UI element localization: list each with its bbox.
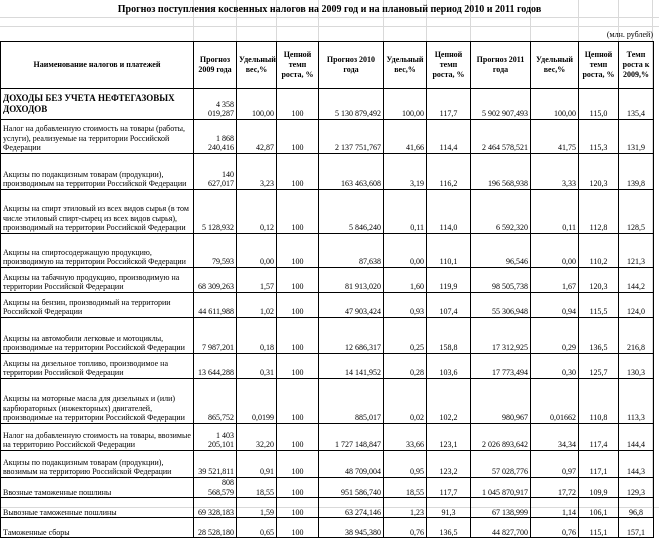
header-weight-2009: Удельный вес,%: [237, 42, 277, 89]
cell-growth-2009: 100: [277, 293, 319, 318]
cell-growth-2011: 110,2: [579, 234, 619, 268]
cell-growth-2009: 100: [277, 154, 319, 190]
cell-forecast-2010: 38 945,380: [319, 518, 384, 538]
cell-forecast-2010: 885,017: [319, 379, 384, 424]
units-label: (млн. рублей): [606, 30, 653, 39]
cell-growth-2011: 125,7: [579, 354, 619, 379]
document-title: Прогноз поступления косвенных налогов на 2009 год и на плановый период 2010 и 2011 годов: [117, 4, 542, 15]
cell-forecast-2009: 1 868 240,416: [194, 120, 237, 154]
cell-growth-2010: 103,6: [427, 354, 471, 379]
table-row: [1, 190, 654, 234]
cell-weight-2010: 0,76: [384, 518, 427, 538]
cell-weight-2010: 0,25: [384, 318, 427, 354]
cell-forecast-2009: 13 644,288: [194, 354, 237, 379]
cell-weight-2011: 41,75: [531, 120, 579, 154]
cell-name: Акцизы на бензин, производимый на территории Российской Федерации: [1, 293, 194, 318]
header-growth-2010: Цепной темп роста, %: [427, 42, 471, 89]
cell-forecast-2009: 79,593: [194, 234, 237, 268]
cell-weight-2011: 34,34: [531, 424, 579, 451]
cell-weight-2011: 0,00: [531, 234, 579, 268]
cell-forecast-2010: 87,638: [319, 234, 384, 268]
table-row: [1, 354, 654, 379]
cell-growth-2009: 100: [277, 190, 319, 234]
cell-forecast-2009: 865,752: [194, 379, 237, 424]
cell-growth-2009: 100: [277, 318, 319, 354]
table-row: [1, 451, 654, 478]
cell-weight-2011: 0,01662: [531, 379, 579, 424]
cell-forecast-2009: 1 403 205,101: [194, 424, 237, 451]
header-growth-2009: Цепной темп роста, %: [277, 42, 319, 89]
cell-name: Налог на добавленную стоимость на товары, ввозимые на территорию Российской Федерации: [1, 424, 194, 451]
cell-forecast-2011: 96,546: [471, 234, 531, 268]
header-name: Наименование налогов и платежей: [1, 42, 194, 89]
cell-weight-2009: 0,31: [237, 354, 277, 379]
cell-growth-2011: 109,9: [579, 478, 619, 498]
cell-growth-2010: 110,1: [427, 234, 471, 268]
cell-forecast-2011: 2 464 578,521: [471, 120, 531, 154]
cell-growth-2011: 136,5: [579, 318, 619, 354]
table-row: [1, 234, 654, 268]
cell-growth-2010: 119,9: [427, 268, 471, 293]
cell-growth-2011: 115,1: [579, 518, 619, 538]
header-growth-to-2009: Темп роста к 2009,%: [619, 42, 654, 89]
cell-growth-2009: 100: [277, 268, 319, 293]
header-forecast-2009: Прогноз 2009 года: [194, 42, 237, 89]
cell-weight-2010: 100,00: [384, 89, 427, 120]
cell-weight-2009: 0,00: [237, 234, 277, 268]
cell-name: ДОХОДЫ БЕЗ УЧЕТА НЕФТЕГАЗОВЫХ ДОХОДОВ: [1, 89, 194, 120]
cell-growth-2009: 100: [277, 354, 319, 379]
cell-growth-2009: 100: [277, 424, 319, 451]
cell-growth-2011: 115,0: [579, 89, 619, 120]
cell-forecast-2009: 44 611,988: [194, 293, 237, 318]
cell-forecast-2010: 5 130 879,492: [319, 89, 384, 120]
cell-growth-2011: 110,8: [579, 379, 619, 424]
header-weight-2011: Удельный вес,%: [531, 42, 579, 89]
cell-growth-to-2009: 144,2: [619, 268, 654, 293]
cell-forecast-2010: 14 141,952: [319, 354, 384, 379]
cell-forecast-2009: 4 358 019,287: [194, 89, 237, 120]
cell-growth-to-2009: 121,3: [619, 234, 654, 268]
cell-weight-2010: 0,02: [384, 379, 427, 424]
cell-growth-2009: 100: [277, 451, 319, 478]
cell-growth-2010: 123,1: [427, 424, 471, 451]
cell-forecast-2009: 28 528,180: [194, 518, 237, 538]
gridline: [0, 26, 659, 27]
cell-weight-2009: 0,0199: [237, 379, 277, 424]
cell-forecast-2010: 47 903,424: [319, 293, 384, 318]
cell-forecast-2009: 5 128,932: [194, 190, 237, 234]
cell-name: Акцизы на моторные масла для дизельных и (или) карбюраторных (инжекторных) двигателей, производимые на территории Российской Федерации: [1, 379, 194, 424]
cell-growth-to-2009: 130,3: [619, 354, 654, 379]
cell-forecast-2011: 67 138,999: [471, 498, 531, 518]
cell-forecast-2011: 98 505,738: [471, 268, 531, 293]
table-row: [1, 518, 654, 538]
cell-growth-2010: 114,0: [427, 190, 471, 234]
cell-weight-2009: 1,02: [237, 293, 277, 318]
cell-weight-2011: 0,30: [531, 354, 579, 379]
cell-forecast-2009: 69 328,183: [194, 498, 237, 518]
cell-weight-2009: 0,12: [237, 190, 277, 234]
cell-weight-2011: 0,29: [531, 318, 579, 354]
cell-growth-2010: 116,2: [427, 154, 471, 190]
cell-growth-2011: 120,3: [579, 268, 619, 293]
cell-forecast-2009: 68 309,263: [194, 268, 237, 293]
cell-name: Таможенные сборы: [1, 518, 194, 538]
header-row: [1, 42, 654, 89]
cell-growth-2011: 115,5: [579, 293, 619, 318]
table-row: [1, 318, 654, 354]
cell-weight-2011: 3,33: [531, 154, 579, 190]
header-weight-2010: Удельный вес,%: [384, 42, 427, 89]
cell-growth-2009: 100: [277, 120, 319, 154]
cell-weight-2009: 0,18: [237, 318, 277, 354]
cell-growth-to-2009: 124,0: [619, 293, 654, 318]
cell-forecast-2011: 2 026 893,642: [471, 424, 531, 451]
cell-forecast-2011: 1 045 870,917: [471, 478, 531, 498]
cell-growth-2010: 91,3: [427, 498, 471, 518]
cell-forecast-2010: 48 709,004: [319, 451, 384, 478]
table-row: [1, 120, 654, 154]
cell-forecast-2010: 5 846,240: [319, 190, 384, 234]
cell-forecast-2010: 163 463,608: [319, 154, 384, 190]
table-row: [1, 424, 654, 451]
table-row: [1, 293, 654, 318]
cell-weight-2011: 100,00: [531, 89, 579, 120]
cell-growth-2011: 115,3: [579, 120, 619, 154]
cell-weight-2009: 18,55: [237, 478, 277, 498]
table-row: [1, 379, 654, 424]
cell-growth-to-2009: 144,3: [619, 451, 654, 478]
cell-name: Акцизы на дизельное топливо, производимое на территории Российской Федерации: [1, 354, 194, 379]
cell-weight-2011: 1,67: [531, 268, 579, 293]
cell-forecast-2009: 808 568,579: [194, 478, 237, 498]
cell-forecast-2011: 5 902 907,493: [471, 89, 531, 120]
table-row: [1, 268, 654, 293]
cell-forecast-2010: 2 137 751,767: [319, 120, 384, 154]
cell-growth-2011: 117,4: [579, 424, 619, 451]
header-growth-2011: Цепной темп роста, %: [579, 42, 619, 89]
cell-weight-2009: 0,65: [237, 518, 277, 538]
table-row: [1, 498, 654, 518]
cell-name: Акцизы на автомобили легковые и мотоциклы, производимые на территории Российской Федерации: [1, 318, 194, 354]
document-title-cell: [0, 0, 659, 17]
cell-weight-2010: 18,55: [384, 478, 427, 498]
cell-growth-2011: 120,3: [579, 154, 619, 190]
cell-weight-2011: 0,97: [531, 451, 579, 478]
cell-forecast-2009: 140 627,017: [194, 154, 237, 190]
cell-weight-2009: 0,91: [237, 451, 277, 478]
header-forecast-2011: Прогноз 2011 года: [471, 42, 531, 89]
cell-growth-to-2009: 96,8: [619, 498, 654, 518]
cell-forecast-2011: 55 306,948: [471, 293, 531, 318]
cell-growth-2009: 100: [277, 379, 319, 424]
cell-growth-2010: 123,2: [427, 451, 471, 478]
cell-growth-2011: 106,1: [579, 498, 619, 518]
cell-weight-2011: 0,76: [531, 518, 579, 538]
cell-weight-2009: 1,57: [237, 268, 277, 293]
cell-growth-to-2009: 113,3: [619, 379, 654, 424]
cell-weight-2011: 0,94: [531, 293, 579, 318]
cell-forecast-2011: 57 028,776: [471, 451, 531, 478]
cell-name: Акцизы на табачную продукцию, производимую на территории Российской Федерации: [1, 268, 194, 293]
table-row: [1, 478, 654, 498]
cell-growth-2009: 100: [277, 478, 319, 498]
total-row: [1, 89, 654, 120]
cell-forecast-2011: 17 773,494: [471, 354, 531, 379]
cell-growth-to-2009: 157,1: [619, 518, 654, 538]
cell-weight-2011: 0,11: [531, 190, 579, 234]
cell-weight-2010: 0,95: [384, 451, 427, 478]
cell-forecast-2011: 17 312,925: [471, 318, 531, 354]
cell-weight-2010: 41,66: [384, 120, 427, 154]
cell-forecast-2010: 63 274,146: [319, 498, 384, 518]
cell-forecast-2010: 951 586,740: [319, 478, 384, 498]
cell-growth-2010: 114,4: [427, 120, 471, 154]
cell-growth-to-2009: 216,8: [619, 318, 654, 354]
cell-forecast-2010: 12 686,317: [319, 318, 384, 354]
cell-name: Вывозные таможенные пошлины: [1, 498, 194, 518]
tax-forecast-table: [0, 41, 654, 538]
cell-growth-to-2009: 144,4: [619, 424, 654, 451]
cell-growth-to-2009: 139,8: [619, 154, 654, 190]
cell-forecast-2009: 7 987,201: [194, 318, 237, 354]
cell-weight-2009: 1,59: [237, 498, 277, 518]
cell-forecast-2009: 39 521,811: [194, 451, 237, 478]
cell-weight-2009: 42,87: [237, 120, 277, 154]
cell-weight-2010: 0,28: [384, 354, 427, 379]
cell-name: Налог на добавленную стоимость на товары (работы, услуги), реализуемые на территории Российской Федерации: [1, 120, 194, 154]
cell-growth-2010: 107,4: [427, 293, 471, 318]
cell-growth-2010: 158,8: [427, 318, 471, 354]
cell-growth-2010: 136,5: [427, 518, 471, 538]
cell-growth-to-2009: 135,4: [619, 89, 654, 120]
cell-growth-2011: 117,1: [579, 451, 619, 478]
cell-weight-2010: 1,60: [384, 268, 427, 293]
cell-forecast-2011: 196 568,938: [471, 154, 531, 190]
cell-growth-2009: 100: [277, 498, 319, 518]
cell-weight-2010: 33,66: [384, 424, 427, 451]
table-row: [1, 154, 654, 190]
cell-growth-to-2009: 128,5: [619, 190, 654, 234]
gridline: [0, 17, 659, 18]
cell-growth-2010: 102,2: [427, 379, 471, 424]
cell-name: Ввозные таможенные пошлины: [1, 478, 194, 498]
cell-growth-2009: 100: [277, 234, 319, 268]
cell-forecast-2010: 1 727 148,847: [319, 424, 384, 451]
cell-weight-2011: 17,72: [531, 478, 579, 498]
cell-growth-to-2009: 131,9: [619, 120, 654, 154]
cell-forecast-2010: 81 913,020: [319, 268, 384, 293]
header-forecast-2010: Прогноз 2010 года: [319, 42, 384, 89]
cell-weight-2009: 100,00: [237, 89, 277, 120]
cell-name: Акцизы по подакцизным товарам (продукции), производимым на территории Российской Федерации: [1, 154, 194, 190]
cell-name: Акцизы по подакцизным товарам (продукции), ввозимым на территорию Российской Федерации: [1, 451, 194, 478]
cell-weight-2010: 0,11: [384, 190, 427, 234]
cell-weight-2010: 1,23: [384, 498, 427, 518]
cell-forecast-2011: 980,967: [471, 379, 531, 424]
cell-growth-2009: 100: [277, 518, 319, 538]
cell-weight-2011: 1,14: [531, 498, 579, 518]
cell-weight-2009: 3,23: [237, 154, 277, 190]
cell-growth-2010: 117,7: [427, 89, 471, 120]
cell-weight-2010: 3,19: [384, 154, 427, 190]
cell-name: Акцизы на спиртосодержащую продукцию, производимую на территории Российской Федерации: [1, 234, 194, 268]
cell-weight-2010: 0,00: [384, 234, 427, 268]
cell-forecast-2011: 6 592,320: [471, 190, 531, 234]
cell-growth-to-2009: 129,3: [619, 478, 654, 498]
cell-growth-2010: 117,7: [427, 478, 471, 498]
cell-weight-2010: 0,93: [384, 293, 427, 318]
cell-growth-2011: 112,8: [579, 190, 619, 234]
cell-weight-2009: 32,20: [237, 424, 277, 451]
cell-growth-2009: 100: [277, 89, 319, 120]
cell-forecast-2011: 44 827,700: [471, 518, 531, 538]
cell-name: Акцизы на спирт этиловый из всех видов сырья (в том числе этиловый спирт-сырец из всех видов сырья), производимый на территории Российской Федерации: [1, 190, 194, 234]
